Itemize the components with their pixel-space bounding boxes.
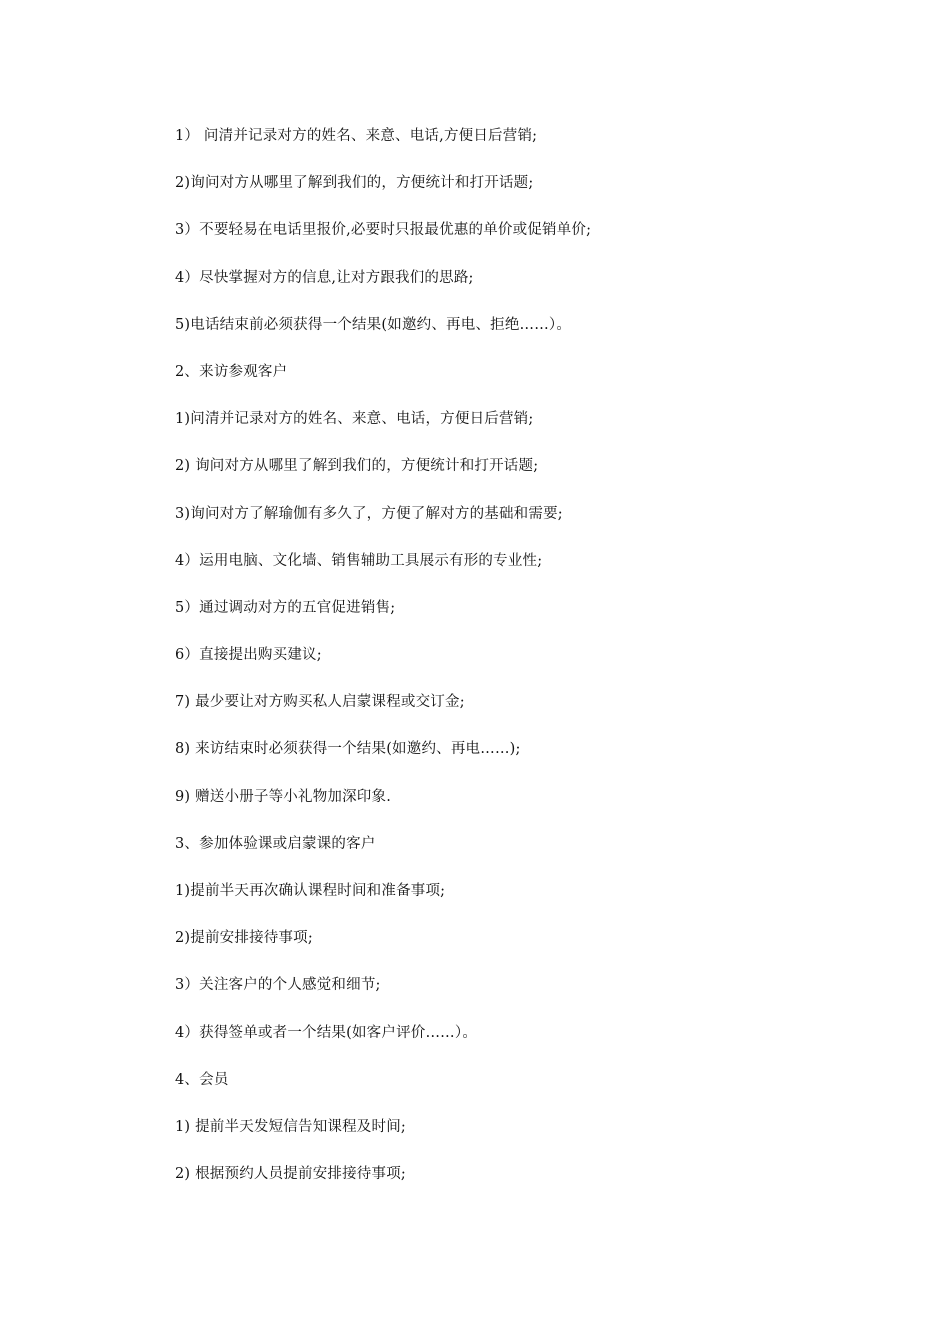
text-line: 5)电话结束前必须获得一个结果(如邀约、再电、拒绝……）。	[175, 316, 572, 333]
text-line: 2) 根据预约人员提前安排接待事项;	[175, 1166, 406, 1183]
section-heading: 3、参加体验课或启蒙课的客户	[175, 835, 376, 852]
section-heading: 4、会员	[175, 1071, 229, 1088]
text-line: 4）运用电脑、文化墙、销售辅助工具展示有形的专业性;	[175, 552, 543, 569]
document-body	[175, 125, 875, 1210]
text-line: 2)提前安排接待事项;	[175, 930, 313, 947]
text-line: 6）直接提出购买建议;	[175, 647, 322, 664]
text-line: 4）尽快掌握对方的信息,让对方跟我们的思路;	[175, 269, 474, 286]
text-line: 1） 问清并记录对方的姓名、来意、电话,方便日后营销;	[175, 128, 538, 144]
text-line: 4）获得签单或者一个结果(如客户评价……）。	[175, 1024, 478, 1041]
text-line: 5）通过调动对方的五官促进销售;	[175, 599, 396, 616]
text-line: 3）关注客户的个人感觉和细节;	[175, 977, 381, 994]
text-line: 1)提前半天再次确认课程时间和准备事项;	[175, 883, 446, 899]
text-line: 2) 询问对方从哪里了解到我们的，方便统计和打开话题;	[175, 458, 539, 475]
text-line: 1) 提前半天发短信告知课程及时间;	[175, 1118, 406, 1135]
text-line: 8) 来访结束时必须获得一个结果(如邀约、再电……);	[175, 741, 521, 758]
text-line: 7) 最少要让对方购买私人启蒙课程或交订金;	[175, 694, 465, 711]
text-line: 2)询问对方从哪里了解到我们的，方便统计和打开话题;	[175, 175, 534, 192]
section-heading: 2、来访参观客户	[175, 363, 288, 380]
text-line: 3)询问对方了解瑜伽有多久了，方便了解对方的基础和需要;	[175, 505, 563, 522]
text-line: 9) 赠送小册子等小礼物加深印象.	[175, 788, 391, 805]
text-line: 1)问清并记录对方的姓名、来意、电话，方便日后营销;	[175, 411, 534, 428]
text-line: 3）不要轻易在电话里报价,必要时只报最优惠的单价或促销单价;	[175, 222, 592, 239]
